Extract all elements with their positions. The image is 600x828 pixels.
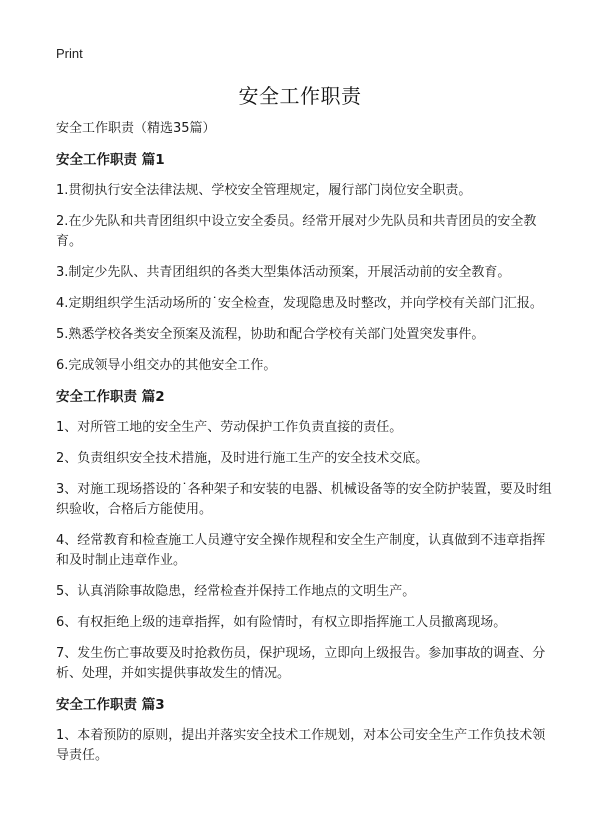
section-1 — [56, 150, 552, 376]
paragraph: 4、经常教育和检查施工人员遵守安全操作规程和安全生产制度，认真做到不违章指挥和及时制止违章作业。 — [56, 533, 546, 568]
paragraph: 2.在少先队和共青团组织中设立安全委员。经常开展对少先队员和共青团员的安全教育。 — [56, 214, 537, 249]
section-2 — [56, 387, 552, 684]
section-heading: 安全工作职责 篇3 — [56, 697, 165, 713]
document-body — [56, 119, 552, 777]
print-label: Print — [56, 46, 83, 61]
paragraph: 1、本着预防的原则，提出并落实安全技术工作规划，对本公司安全生产工作负技术领导责任。 — [56, 728, 546, 763]
paragraph: 3.制定少先队、共青团组织的各类大型集体活动预案，开展活动前的安全教育。 — [56, 265, 511, 280]
page-title: 安全工作职责 — [238, 84, 362, 108]
paragraph: 5.熟悉学校各类安全预案及流程，协助和配合学校有关部门处置突发事件。 — [56, 327, 485, 342]
paragraph: 1、对所管工地的安全生产、劳动保护工作负责直接的责任。 — [56, 420, 403, 435]
paragraph: 7、发生伤亡事故要及时抢救伤员，保护现场，立即向上级报告。参加事故的调查、分析、处理，并如实提供事故发生的情况。 — [56, 646, 546, 681]
paragraph: 6、有权拒绝上级的违章指挥，如有险情时，有权立即指挥施工人员撤离现场。 — [56, 615, 507, 630]
paragraph: 1.贯彻执行安全法律法规、学校安全管理规定，履行部门岗位安全职责。 — [56, 183, 472, 198]
section-3 — [56, 695, 552, 766]
section-heading: 安全工作职责 篇1 — [56, 152, 165, 168]
paragraph: 2、负责组织安全技术措施，及时进行施工生产的安全技术交底。 — [56, 451, 429, 466]
paragraph: 3、对施工现场搭设的˙各种架子和安装的电器、机械设备等的安全防护装置，要及时组织验收，合格后方能使用。 — [56, 482, 552, 517]
section-heading: 安全工作职责 篇2 — [56, 389, 165, 405]
paragraph: 5、认真消除事故隐患，经常检查并保持工作地点的文明生产。 — [56, 584, 416, 599]
paragraph: 6.完成领导小组交办的其他安全工作。 — [56, 358, 277, 373]
paragraph: 4.定期组织学生活动场所的˙安全检查，发现隐患及时整改，并向学校有关部门汇报。 — [56, 296, 543, 311]
document-subtitle: 安全工作职责（精选35篇） — [56, 121, 216, 136]
